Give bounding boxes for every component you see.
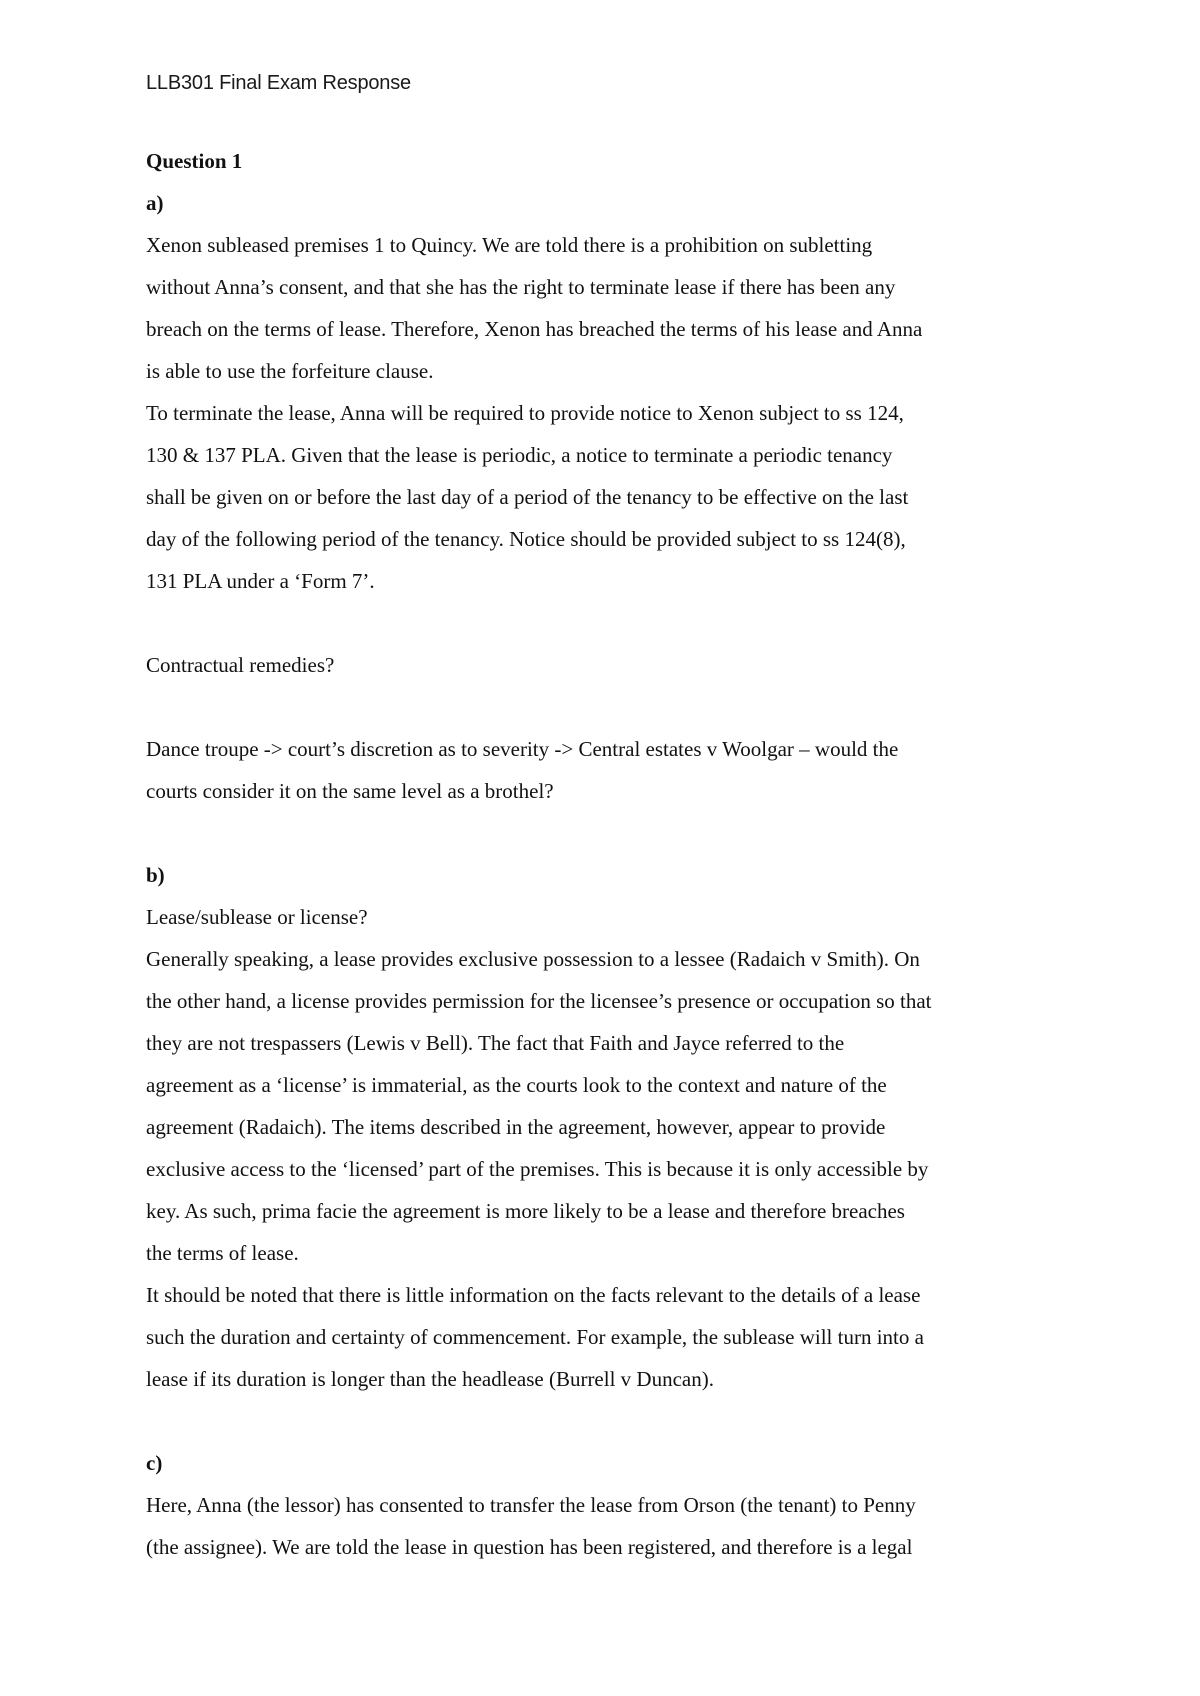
part-b-line: exclusive access to the ‘licensed’ part of the premises. This is because it is only accessible by <box>146 1157 929 1181</box>
part-b-line: lease if its duration is longer than the headlease (Burrell v Duncan). <box>146 1367 714 1391</box>
document-header: LLB301 Final Exam Response <box>146 72 411 94</box>
part-b-line: such the duration and certainty of commencement. For example, the sublease will turn into a <box>146 1325 924 1349</box>
part-b-line: Lease/sublease or license? <box>146 905 368 929</box>
part-a-note-line: Dance troupe -> court’s discretion as to severity -> Central estates v Woolgar – would the <box>146 737 899 761</box>
part-a-line: Xenon subleased premises 1 to Quincy. We are told there is a prohibition on subletting <box>146 233 873 257</box>
part-b-line: agreement as a ‘license’ is immaterial, as the courts look to the context and nature of the <box>146 1073 887 1097</box>
question-title: Question 1 <box>146 149 243 173</box>
blank-line <box>146 812 1076 854</box>
part-b-line: key. As such, prima facie the agreement is more likely to be a lease and therefore breaches <box>146 1199 905 1223</box>
part-b-line: agreement (Radaich). The items described in the agreement, however, appear to provide <box>146 1115 886 1139</box>
part-a-line: is able to use the forfeiture clause. <box>146 359 434 383</box>
part-c-line: Here, Anna (the lessor) has consented to transfer the lease from Orson (the tenant) to Penny <box>146 1493 916 1517</box>
blank-line <box>146 602 1076 644</box>
part-a-line: breach on the terms of lease. Therefore, Xenon has breached the terms of his lease and Anna <box>146 317 923 341</box>
part-a-line: 131 PLA under a ‘Form 7’. <box>146 569 375 593</box>
part-a-line: day of the following period of the tenancy. Notice should be provided subject to ss 124(8), <box>146 527 906 551</box>
part-c-line: (the assignee). We are told the lease in question has been registered, and therefore is a legal <box>146 1535 913 1559</box>
document-body <box>146 140 1076 1568</box>
part-b-line: the other hand, a license provides permission for the licensee’s presence or occupation so that <box>146 989 932 1013</box>
part-a-line: shall be given on or before the last day of a period of the tenancy to be effective on the last <box>146 485 909 509</box>
part-b-line: It should be noted that there is little information on the facts relevant to the details of a lease <box>146 1283 921 1307</box>
part-c-label: c) <box>146 1451 163 1475</box>
part-a-line: To terminate the lease, Anna will be required to provide notice to Xenon subject to ss 124, <box>146 401 904 425</box>
part-a-line: without Anna’s consent, and that she has the right to terminate lease if there has been any <box>146 275 896 299</box>
part-a-note-line: courts consider it on the same level as a brothel? <box>146 779 554 803</box>
part-a-label: a) <box>146 191 164 215</box>
blank-line <box>146 686 1076 728</box>
blank-line <box>146 1400 1076 1442</box>
part-a-note: Contractual remedies? <box>146 653 335 677</box>
part-b-line: they are not trespassers (Lewis v Bell). The fact that Faith and Jayce referred to the <box>146 1031 845 1055</box>
part-b-line: Generally speaking, a lease provides exclusive possession to a lessee (Radaich v Smith). On <box>146 947 920 971</box>
part-b-label: b) <box>146 863 165 887</box>
part-a-line: 130 & 137 PLA. Given that the lease is periodic, a notice to terminate a periodic tenancy <box>146 443 893 467</box>
part-b-line: the terms of lease. <box>146 1241 299 1265</box>
